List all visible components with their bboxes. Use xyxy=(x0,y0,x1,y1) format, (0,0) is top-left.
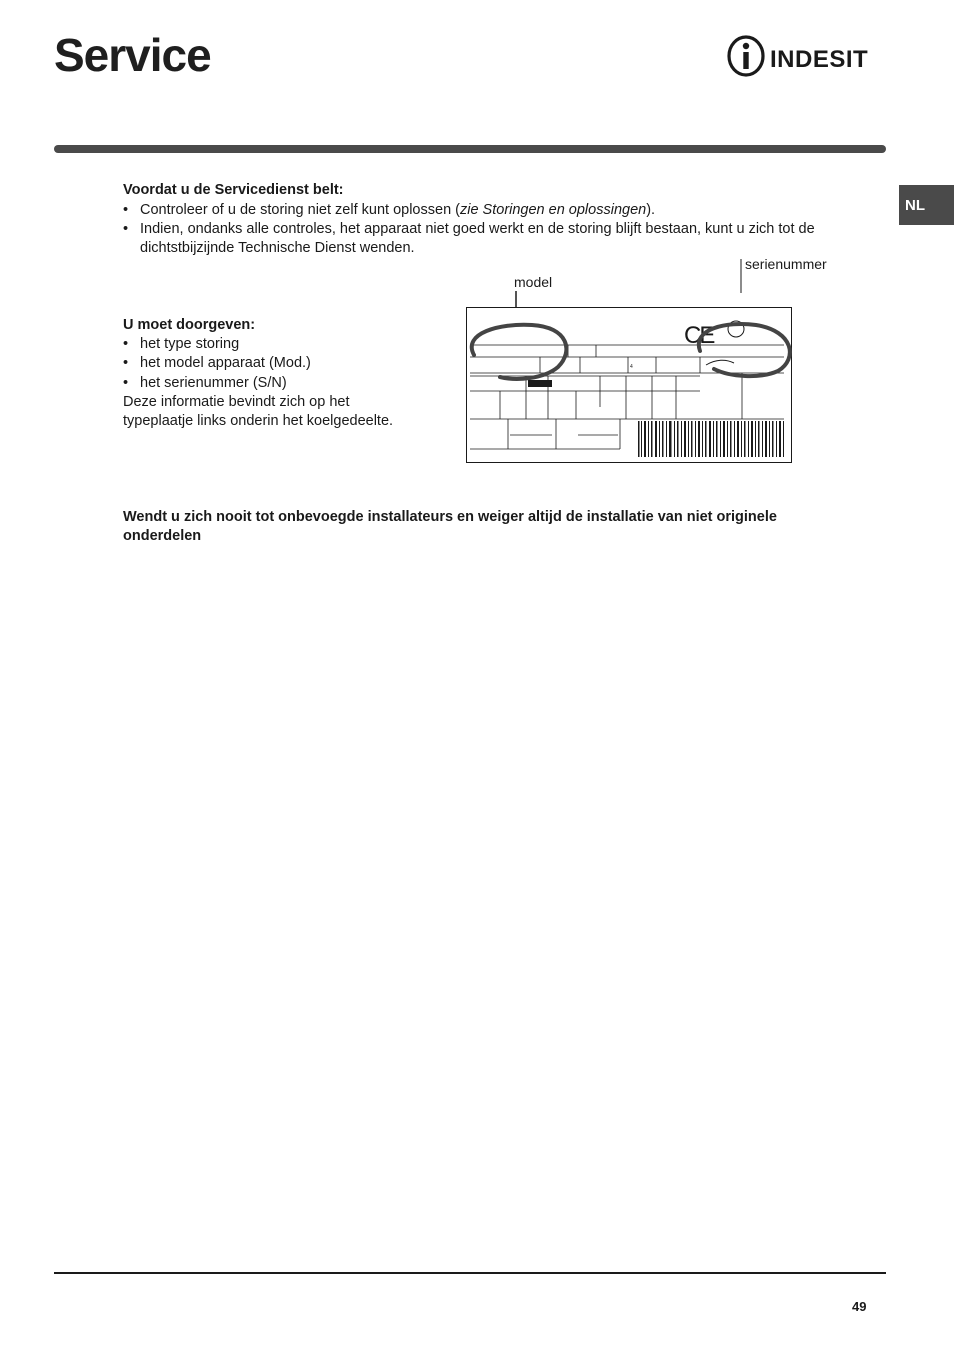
must-provide-note-line-2: typeplaatje links onderin het koelgedeelte. xyxy=(123,413,394,429)
header-divider xyxy=(54,145,886,153)
plate-frame xyxy=(467,308,792,463)
bullet-marker: • xyxy=(123,202,129,218)
energy-badge xyxy=(528,380,552,387)
bullet-marker: • xyxy=(123,221,129,237)
before-call-item-1 xyxy=(140,201,655,221)
serial-callout-label: serienummer xyxy=(745,256,827,272)
item-1-reference: zie Storingen en oplossingen xyxy=(459,202,647,218)
must-provide-item: het model apparaat (Mod.) xyxy=(140,355,311,371)
must-provide-heading: U moet doorgeven: xyxy=(123,317,256,333)
bullet-marker: • xyxy=(123,336,129,352)
warning-line-2: onderdelen xyxy=(123,528,202,544)
bullet-marker: • xyxy=(123,375,129,391)
barcode xyxy=(638,421,784,457)
must-provide-note-line-1: Deze informatie bevindt zich op het xyxy=(123,394,350,410)
warning-line-1: Wendt u zich nooit tot onbevoegde installateurs en weiger altijd de installatie van niet originele xyxy=(123,509,777,525)
must-provide-item: het serienummer (S/N) xyxy=(140,375,287,391)
small-marking: 4 xyxy=(630,364,633,370)
indesit-logo xyxy=(726,34,888,78)
footer-divider xyxy=(54,1272,886,1274)
item-1-text: Controleer of u de storing niet zelf kunt oplossen ( xyxy=(140,202,460,218)
before-call-item-2-line-2: dichtstbijzijnde Technische Dienst wenden. xyxy=(140,240,415,256)
ce-mark: CE xyxy=(684,322,714,349)
item-1-close: ). xyxy=(646,202,656,218)
model-callout-label: model xyxy=(514,274,553,290)
page-number: 49 xyxy=(852,1299,867,1314)
must-provide-item: het type storing xyxy=(140,336,240,352)
bullet-marker: • xyxy=(123,355,129,371)
before-call-heading: Voordat u de Servicedienst belt: xyxy=(123,182,344,198)
before-call-item-2-line-1: Indien, ondanks alle controles, het apparaat niet goed werkt en de storing blijft bestaan, kunt u zich tot de xyxy=(140,221,815,237)
language-tab: NL xyxy=(899,185,954,225)
rating-plate-diagram xyxy=(460,255,827,470)
brand-wordmark: INDESIT xyxy=(770,46,869,73)
page-title: Service xyxy=(54,29,211,81)
